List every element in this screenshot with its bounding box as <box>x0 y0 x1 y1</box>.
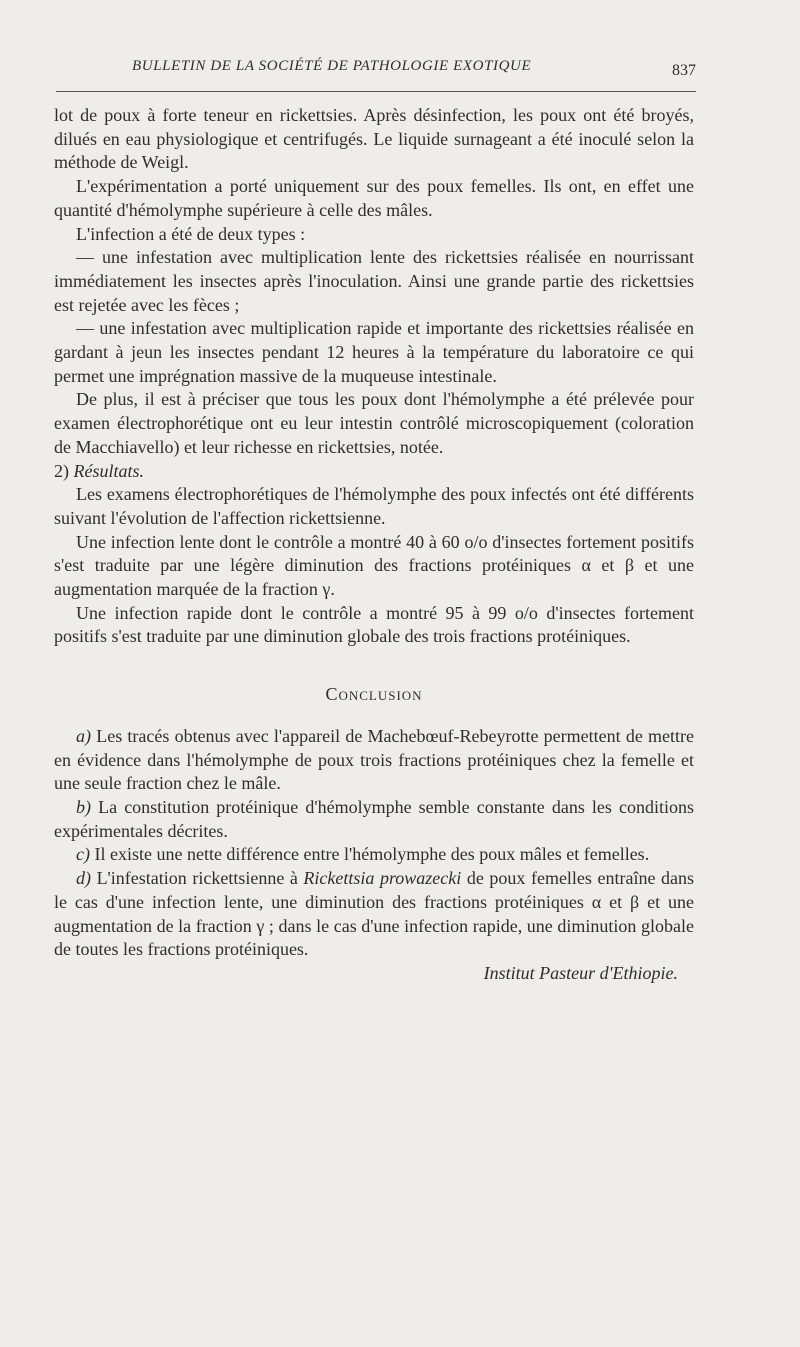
paragraph-infection-types: L'infection a été de deux types : <box>76 223 306 244</box>
results-number: 2) <box>54 460 69 481</box>
running-header-title: BULLETIN DE LA SOCIÉTÉ DE PATHOLOGIE EXOTIQUE <box>132 58 532 74</box>
header-rule <box>56 91 696 92</box>
article-body <box>54 104 694 986</box>
results-title: Résultats. <box>73 460 144 481</box>
conclusion-item-c <box>54 843 694 867</box>
conclusion-text-c: Il existe une nette différence entre l'hémolymphe des poux mâles et femelles. <box>94 844 650 865</box>
paragraph-control: De plus, il est à préciser que tous les poux dont l'hémolymphe a été prélevée pour examen électrophorétique ont eu leur intestin contrôlé microscopiquement (coloration de Macchiavello) et leur richesse en rickettsies, notée. <box>54 389 694 457</box>
conclusion-text-b: La constitution protéinique d'hémolymphe semble constante dans les conditions expérimentales décrites. <box>54 796 695 841</box>
paragraph-slow-result: Une infection lente dont le contrôle a montré 40 à 60 o/o d'insectes fortement positifs s'est traduite par une légère diminution des fractions protéiniques α et β et une augmentation marquée de la fraction γ. <box>54 531 694 600</box>
paragraph-results-intro: Les examens électrophorétiques de l'hémolymphe des poux infectés ont été différents suivant l'évolution de l'affection rickettsienne. <box>54 484 694 528</box>
conclusion-text-d-start: L'infestation rickettsienne à <box>96 868 298 889</box>
conclusion-label-b: b) <box>76 796 91 817</box>
paragraph-rapid-infestation: — une infestation avec multiplication rapide et importante des rickettsies réalisée en gardant à jeun les insectes pendant 12 heures à la température du laboratoire ce qui permet une imprégnation massive de la muqueuse intestinale. <box>54 318 694 386</box>
conclusion-label-c: c) <box>76 844 90 865</box>
institution-signature: Institut Pasteur d'Ethiopie. <box>483 962 678 983</box>
conclusion-item-d <box>54 867 694 962</box>
conclusion-text-a: Les tracés obtenus avec l'appareil de Machebœuf-Rebeyrotte permettent de mettre en évidence dans l'hémolymphe de poux trois fractions protéiniques chez la femelle et une seule fraction chez le mâle. <box>54 725 694 794</box>
conclusion-text-d-end: de poux femelles entraîne dans le cas d'une infection lente, une diminution des fractions protéiniques α et β et une augmentation de la fraction γ ; dans le cas d'une infection rapide, une diminution globale de toutes les fractions protéiniques. <box>54 868 695 960</box>
species-name: Rickettsia prowazecki <box>303 868 462 889</box>
conclusion-item-b <box>54 796 694 843</box>
paragraph-rapid-result: Une infection rapide dont le contrôle a montré 95 à 99 o/o d'insectes fortement positifs s'est traduite par une diminution globale des trois fractions protéiniques. <box>54 602 694 647</box>
conclusion-heading: Conclusion <box>325 684 423 705</box>
paragraph-female-lice: L'expérimentation a porté uniquement sur des poux femelles. Ils ont, en effet une quantité d'hémolymphe supérieure à celle des mâles. <box>54 176 694 220</box>
page-number: 837 <box>672 62 696 79</box>
results-heading <box>54 460 694 484</box>
paragraph-continuation: lot de poux à forte teneur en rickettsies. Après désinfection, les poux ont été broyés, dilués en eau physiologique et centrifugés. Le liquide surnageant a été inoculé selon la méthode de Weigl. <box>54 105 694 173</box>
conclusion-label-a: a) <box>76 725 91 746</box>
conclusion-label-d: d) <box>76 868 91 889</box>
paragraph-slow-infestation: — une infestation avec multiplication lente des rickettsies réalisée en nourrissant immédiatement les insectes après l'inoculation. Ainsi une grande partie des rickettsies est rejetée avec les fèces ; <box>54 247 694 315</box>
conclusion-item-a <box>54 725 694 796</box>
